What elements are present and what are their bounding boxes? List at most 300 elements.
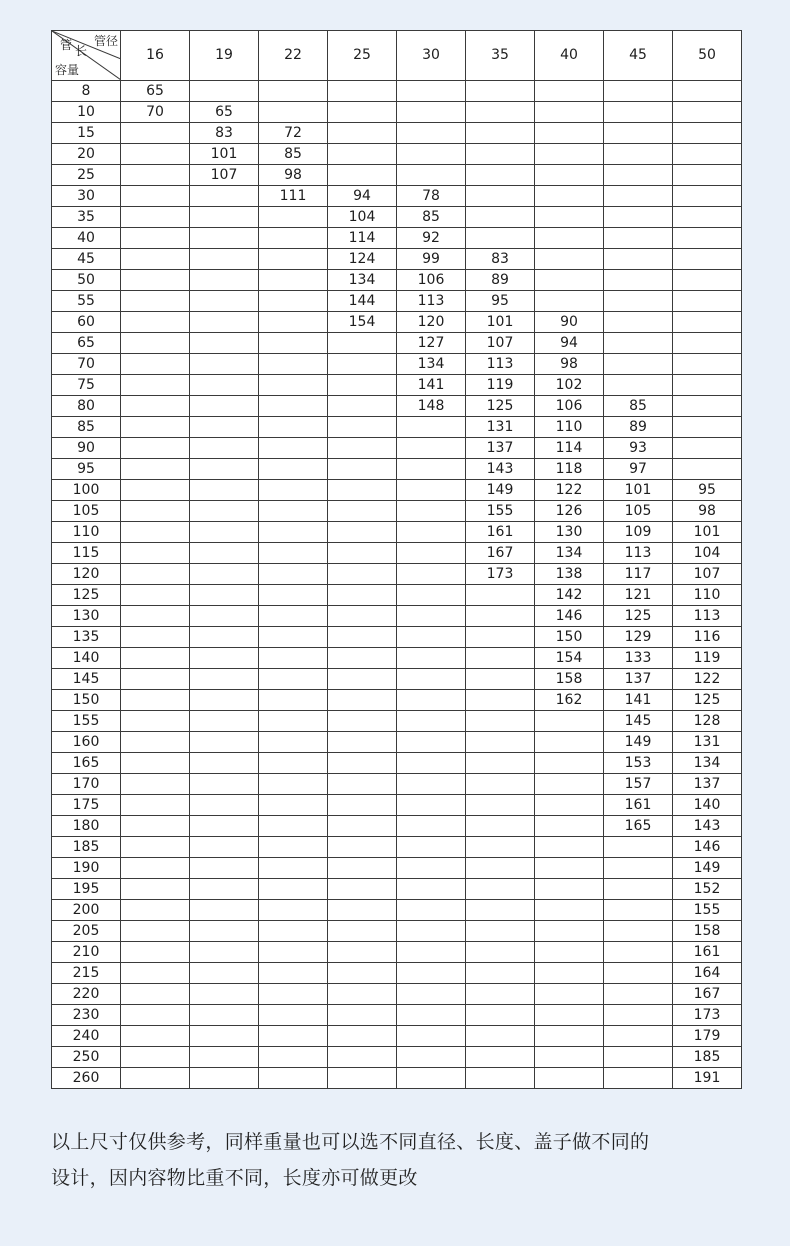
table-cell (121, 417, 190, 438)
table-cell (397, 942, 466, 963)
table-cell (259, 396, 328, 417)
table-row (52, 102, 742, 123)
table-cell (190, 522, 259, 543)
table-cell (121, 753, 190, 774)
table-cell (190, 207, 259, 228)
table-cell (397, 606, 466, 627)
table-cell: 154 (328, 312, 397, 333)
table-cell (673, 144, 742, 165)
table-cell: 141 (604, 690, 673, 711)
column-header: 40 (535, 31, 604, 81)
table-cell (190, 1026, 259, 1047)
table-cell: 158 (535, 669, 604, 690)
table-cell (604, 291, 673, 312)
table-cell (259, 501, 328, 522)
table-cell: 158 (673, 921, 742, 942)
table-cell (259, 711, 328, 732)
table-row (52, 375, 742, 396)
table-cell (397, 795, 466, 816)
table-cell (121, 606, 190, 627)
table-row (52, 501, 742, 522)
table-cell: 124 (328, 249, 397, 270)
table-cell (673, 354, 742, 375)
table-cell: 94 (535, 333, 604, 354)
table-row (52, 291, 742, 312)
table-cell: 120 (397, 312, 466, 333)
table-cell (535, 207, 604, 228)
table-cell (466, 1068, 535, 1089)
table-cell (328, 396, 397, 417)
row-capacity-cell: 230 (52, 1005, 121, 1026)
table-cell: 107 (673, 564, 742, 585)
table-cell: 85 (604, 396, 673, 417)
table-cell (121, 900, 190, 921)
table-cell (328, 900, 397, 921)
table-cell (328, 774, 397, 795)
table-cell: 146 (535, 606, 604, 627)
row-capacity-cell: 8 (52, 81, 121, 102)
table-cell (466, 144, 535, 165)
table-cell (397, 144, 466, 165)
table-cell: 92 (397, 228, 466, 249)
row-capacity-cell: 185 (52, 837, 121, 858)
row-capacity-cell: 100 (52, 480, 121, 501)
table-cell: 173 (673, 1005, 742, 1026)
table-cell (535, 1005, 604, 1026)
table-cell (190, 228, 259, 249)
table-cell: 148 (397, 396, 466, 417)
table-cell (397, 564, 466, 585)
table-cell: 65 (190, 102, 259, 123)
table-cell (328, 102, 397, 123)
table-row (52, 921, 742, 942)
table-cell (397, 753, 466, 774)
table-cell: 149 (604, 732, 673, 753)
table-cell (604, 165, 673, 186)
table-cell (190, 858, 259, 879)
table-cell (121, 669, 190, 690)
table-cell (328, 417, 397, 438)
table-cell (673, 270, 742, 291)
table-cell (466, 879, 535, 900)
table-cell (466, 123, 535, 144)
table-cell (535, 123, 604, 144)
table-cell (328, 669, 397, 690)
row-capacity-cell: 175 (52, 795, 121, 816)
table-cell (259, 522, 328, 543)
table-cell (466, 585, 535, 606)
row-capacity-cell: 190 (52, 858, 121, 879)
table-row (52, 669, 742, 690)
table-cell: 134 (397, 354, 466, 375)
table-cell (604, 1068, 673, 1089)
table-cell: 114 (328, 228, 397, 249)
table-row (52, 564, 742, 585)
table-cell (259, 102, 328, 123)
row-capacity-cell: 135 (52, 627, 121, 648)
table-cell (190, 732, 259, 753)
table-cell: 137 (673, 774, 742, 795)
table-cell (604, 963, 673, 984)
row-capacity-cell: 80 (52, 396, 121, 417)
table-cell (328, 837, 397, 858)
table-cell: 106 (397, 270, 466, 291)
table-row (52, 963, 742, 984)
table-cell (259, 207, 328, 228)
table-row (52, 207, 742, 228)
table-cell (397, 648, 466, 669)
corner-label-diameter: 管径 (93, 34, 118, 48)
table-cell (259, 963, 328, 984)
table-cell (397, 522, 466, 543)
table-cell: 109 (604, 522, 673, 543)
table-row (52, 900, 742, 921)
table-cell: 129 (604, 627, 673, 648)
table-cell (190, 417, 259, 438)
table-cell (535, 837, 604, 858)
row-capacity-cell: 155 (52, 711, 121, 732)
table-cell (604, 249, 673, 270)
table-cell: 134 (535, 543, 604, 564)
table-cell: 113 (604, 543, 673, 564)
table-cell: 107 (190, 165, 259, 186)
table-cell (397, 963, 466, 984)
table-cell (466, 795, 535, 816)
table-cell (121, 1005, 190, 1026)
table-cell (397, 123, 466, 144)
table-cell (328, 858, 397, 879)
table-cell (535, 774, 604, 795)
column-header: 45 (604, 31, 673, 81)
table-cell (397, 984, 466, 1005)
table-cell (259, 816, 328, 837)
table-cell (259, 858, 328, 879)
table-cell: 101 (190, 144, 259, 165)
table-cell: 134 (328, 270, 397, 291)
table-row (52, 606, 742, 627)
table-cell (673, 207, 742, 228)
table-row (52, 753, 742, 774)
table-cell (121, 585, 190, 606)
table-cell (190, 774, 259, 795)
table-row (52, 711, 742, 732)
table-row (52, 837, 742, 858)
table-cell (535, 1068, 604, 1089)
table-cell (328, 459, 397, 480)
table-cell: 85 (397, 207, 466, 228)
table-cell (190, 81, 259, 102)
table-cell (673, 249, 742, 270)
row-capacity-cell: 60 (52, 312, 121, 333)
table-cell (328, 795, 397, 816)
table-cell (397, 669, 466, 690)
table-cell (121, 921, 190, 942)
table-cell (190, 690, 259, 711)
table-cell (121, 333, 190, 354)
table-cell (673, 396, 742, 417)
table-cell (397, 627, 466, 648)
table-row (52, 333, 742, 354)
table-cell: 154 (535, 648, 604, 669)
table-cell (673, 459, 742, 480)
table-cell (121, 522, 190, 543)
table-cell (121, 1068, 190, 1089)
table-cell (121, 774, 190, 795)
table-cell (259, 1026, 328, 1047)
table-cell (673, 165, 742, 186)
table-cell: 126 (535, 501, 604, 522)
table-cell: 104 (673, 543, 742, 564)
table-cell (121, 984, 190, 1005)
row-capacity-cell: 75 (52, 375, 121, 396)
table-cell (190, 312, 259, 333)
table-cell (328, 606, 397, 627)
table-corner-cell (52, 31, 121, 81)
table-cell (604, 312, 673, 333)
table-cell (190, 396, 259, 417)
table-cell (397, 900, 466, 921)
table-cell (328, 480, 397, 501)
table-cell (466, 942, 535, 963)
table-cell (604, 942, 673, 963)
table-cell (190, 606, 259, 627)
table-cell (259, 249, 328, 270)
table-cell (397, 102, 466, 123)
table-cell (190, 795, 259, 816)
table-cell (328, 627, 397, 648)
table-cell: 185 (673, 1047, 742, 1068)
table-cell: 121 (604, 585, 673, 606)
table-cell (259, 480, 328, 501)
table-row (52, 480, 742, 501)
table-cell: 152 (673, 879, 742, 900)
table-cell (259, 837, 328, 858)
table-row (52, 354, 742, 375)
table-row (52, 648, 742, 669)
table-cell: 161 (466, 522, 535, 543)
table-cell (328, 564, 397, 585)
table-cell: 130 (535, 522, 604, 543)
table-cell (259, 375, 328, 396)
table-cell (190, 1005, 259, 1026)
table-cell (535, 270, 604, 291)
table-cell (259, 753, 328, 774)
table-cell (604, 1005, 673, 1026)
table-cell: 128 (673, 711, 742, 732)
table-cell (259, 942, 328, 963)
table-cell (535, 921, 604, 942)
table-cell (466, 1005, 535, 1026)
table-cell (397, 438, 466, 459)
table-cell: 105 (604, 501, 673, 522)
table-cell (190, 900, 259, 921)
table-cell (397, 585, 466, 606)
table-cell (190, 669, 259, 690)
table-row (52, 228, 742, 249)
table-cell (604, 228, 673, 249)
row-capacity-cell: 215 (52, 963, 121, 984)
table-cell (466, 669, 535, 690)
table-cell (328, 144, 397, 165)
table-cell (121, 732, 190, 753)
table-cell (673, 375, 742, 396)
table-cell (121, 543, 190, 564)
table-row (52, 942, 742, 963)
table-cell: 113 (673, 606, 742, 627)
table-cell (190, 963, 259, 984)
table-row (52, 81, 742, 102)
table-cell: 133 (604, 648, 673, 669)
table-cell (466, 102, 535, 123)
table-cell: 89 (466, 270, 535, 291)
table-cell (121, 795, 190, 816)
table-cell (604, 984, 673, 1005)
table-cell (328, 879, 397, 900)
table-cell (259, 543, 328, 564)
table-cell (259, 585, 328, 606)
table-cell (190, 648, 259, 669)
table-cell: 145 (604, 711, 673, 732)
table-row (52, 1026, 742, 1047)
table-cell (397, 690, 466, 711)
table-cell: 101 (604, 480, 673, 501)
table-cell (121, 270, 190, 291)
corner-label-length: 长 (75, 44, 88, 58)
table-cell: 131 (466, 417, 535, 438)
table-cell: 99 (397, 249, 466, 270)
table-row (52, 165, 742, 186)
row-capacity-cell: 115 (52, 543, 121, 564)
table-cell: 104 (328, 207, 397, 228)
table-cell: 167 (466, 543, 535, 564)
row-capacity-cell: 120 (52, 564, 121, 585)
table-cell (259, 228, 328, 249)
table-cell (190, 1068, 259, 1089)
table-cell (121, 627, 190, 648)
table-cell: 131 (673, 732, 742, 753)
table-cell (604, 333, 673, 354)
row-capacity-cell: 145 (52, 669, 121, 690)
table-cell (121, 354, 190, 375)
table-cell (259, 333, 328, 354)
table-cell (673, 81, 742, 102)
table-cell (121, 816, 190, 837)
table-row (52, 312, 742, 333)
table-cell (466, 963, 535, 984)
table-cell (328, 333, 397, 354)
table-cell: 114 (535, 438, 604, 459)
table-cell (259, 564, 328, 585)
table-cell (535, 1047, 604, 1068)
table-cell: 125 (466, 396, 535, 417)
table-cell (190, 291, 259, 312)
table-cell (466, 837, 535, 858)
table-cell (259, 774, 328, 795)
table-cell: 141 (397, 375, 466, 396)
row-capacity-cell: 140 (52, 648, 121, 669)
table-cell: 65 (121, 81, 190, 102)
table-cell: 161 (604, 795, 673, 816)
table-cell: 101 (466, 312, 535, 333)
table-row (52, 816, 742, 837)
table-cell (328, 1005, 397, 1026)
corner-label-capacity: 容量 (55, 63, 80, 77)
table-cell (328, 375, 397, 396)
row-capacity-cell: 55 (52, 291, 121, 312)
table-cell (190, 501, 259, 522)
table-row (52, 795, 742, 816)
table-row (52, 627, 742, 648)
table-cell: 83 (466, 249, 535, 270)
table-cell (673, 102, 742, 123)
table-cell (259, 438, 328, 459)
column-header: 35 (466, 31, 535, 81)
table-cell (604, 921, 673, 942)
table-cell (190, 333, 259, 354)
table-cell (190, 1047, 259, 1068)
table-row (52, 984, 742, 1005)
table-cell (535, 795, 604, 816)
table-cell (466, 900, 535, 921)
table-cell (121, 291, 190, 312)
table-cell (190, 354, 259, 375)
row-capacity-cell: 25 (52, 165, 121, 186)
table-cell (673, 291, 742, 312)
table-cell (121, 207, 190, 228)
table-cell (190, 816, 259, 837)
table-cell (466, 816, 535, 837)
table-header-row (52, 31, 742, 81)
row-capacity-cell: 250 (52, 1047, 121, 1068)
table-cell: 155 (466, 501, 535, 522)
table-row (52, 396, 742, 417)
table-body (52, 81, 742, 1089)
table-cell (328, 543, 397, 564)
row-capacity-cell: 40 (52, 228, 121, 249)
row-capacity-cell: 180 (52, 816, 121, 837)
table-cell (397, 81, 466, 102)
table-cell: 142 (535, 585, 604, 606)
table-cell: 116 (673, 627, 742, 648)
table-cell (397, 774, 466, 795)
table-cell (535, 858, 604, 879)
tube-size-table (51, 30, 742, 1089)
table-cell (397, 921, 466, 942)
row-capacity-cell: 95 (52, 459, 121, 480)
table-cell: 150 (535, 627, 604, 648)
table-cell (535, 291, 604, 312)
table-cell: 149 (466, 480, 535, 501)
table-row (52, 690, 742, 711)
table-cell (397, 837, 466, 858)
table-cell: 95 (466, 291, 535, 312)
table-cell: 78 (397, 186, 466, 207)
table-cell (535, 1026, 604, 1047)
table-cell (604, 123, 673, 144)
row-capacity-cell: 70 (52, 354, 121, 375)
table-cell (466, 186, 535, 207)
table-cell (259, 1005, 328, 1026)
row-capacity-cell: 20 (52, 144, 121, 165)
table-cell (397, 732, 466, 753)
row-capacity-cell: 10 (52, 102, 121, 123)
table-cell: 143 (673, 816, 742, 837)
table-cell (190, 753, 259, 774)
table-cell: 153 (604, 753, 673, 774)
table-cell: 85 (259, 144, 328, 165)
row-capacity-cell: 105 (52, 501, 121, 522)
table-cell: 137 (604, 669, 673, 690)
